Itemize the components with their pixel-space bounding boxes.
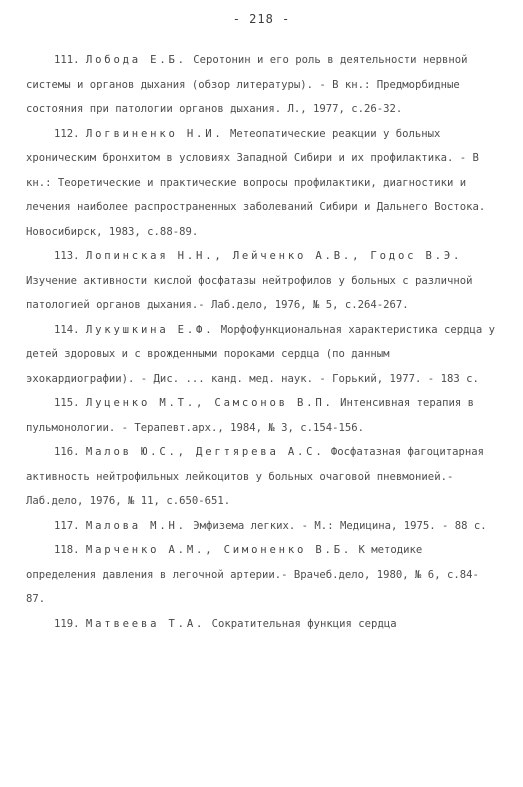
entry-number: 119.: [54, 617, 80, 630]
entry-text: Интенсивная терапия в пульмонологии. - Терапевт.арх., 1984, № 3, с.154-156.: [26, 397, 481, 434]
entry-text: Сократительная функция сердца: [205, 617, 397, 630]
entry-author: Малова М.Н.: [85, 519, 187, 532]
bibliography-entry: [26, 244, 496, 318]
entry-number: 112.: [54, 127, 80, 140]
bibliography-entry: [26, 514, 496, 539]
entry-number: 113.: [54, 250, 80, 262]
entry-text: Эмфизема легких. - М.: Медицина, 1975. - 88 с.: [186, 519, 487, 532]
entry-text: Морфофункциональная характеристика сердца у детей здоровых и с врожденными пороками сердца (по данным эхокардиографии). - Дис. ... канд. мед. наук. - Горький, 1977. - 183 с.: [26, 323, 502, 385]
entry-author: Лобода Е.Б.: [85, 54, 187, 66]
bibliography-entry: [26, 440, 496, 514]
entry-author: Лукушкина Е.Ф.: [85, 323, 215, 336]
entry-text: Фосфатазная фагоцитарная активность нейтрофильных лейкоцитов у больных очаговой пневмонией.- Лаб.дело, 1976, № 11, с.650-651.: [26, 446, 491, 507]
page-number: - 218 -: [232, 12, 291, 26]
bibliography-entry: [26, 391, 496, 440]
entry-author: Малов Ю.С., Дегтярева А.С.: [85, 446, 325, 458]
entry-text: К методике определения давления в легочной артерии.- Врачеб.дело, 1980, № 6, с.84-87.: [26, 544, 479, 605]
entry-author: Марченко А.М., Симоненко В.Б.: [85, 544, 353, 556]
entry-text: Серотонин и его роль в деятельности нервной системы и органов дыхания (обзор литературы). - В кн.: Предморбидные состояния при патологии органов дыхания. Л., 1977, с.26-32.: [26, 54, 474, 115]
entry-author: Лопинская Н.Н., Лейченко А.В., Годос В.Э.: [85, 250, 463, 262]
entry-number: 117.: [54, 519, 80, 532]
bibliography-entry: [26, 612, 496, 637]
entry-text: Изучение активности кислой фосфатазы нейтрофилов у больных с различной патологией органов дыхания.- Лаб.дело, 1976, № 5, с.264-267.: [26, 250, 479, 311]
entry-number: 114.: [54, 323, 80, 336]
entry-author: Матвеева Т.А.: [85, 617, 206, 630]
entry-number: 118.: [54, 544, 80, 556]
entry-number: 115.: [54, 397, 80, 409]
bibliography-list: [26, 48, 502, 636]
bibliography-entry: [26, 122, 496, 245]
entry-number: 111.: [54, 54, 80, 66]
entry-author: Луценко М.Т., Самсонов В.П.: [85, 397, 334, 409]
entry-number: 116.: [54, 446, 80, 458]
entry-author: Логвиненко Н.И.: [85, 127, 224, 140]
bibliography-entry: [26, 318, 502, 392]
bibliography-entry: [26, 48, 496, 122]
entry-text: Метеопатические реакции у больных хроническим бронхитом в условиях Западной Сибири и их профилактика. - В кн.: Теоретические и практические вопросы профилактики, диагностики и лечения наиболее распространенных заболеваний Сибири и Дальнего Востока. Новосибирск, 1983, с.88-89.: [26, 127, 492, 238]
bibliography-entry: [26, 538, 496, 612]
